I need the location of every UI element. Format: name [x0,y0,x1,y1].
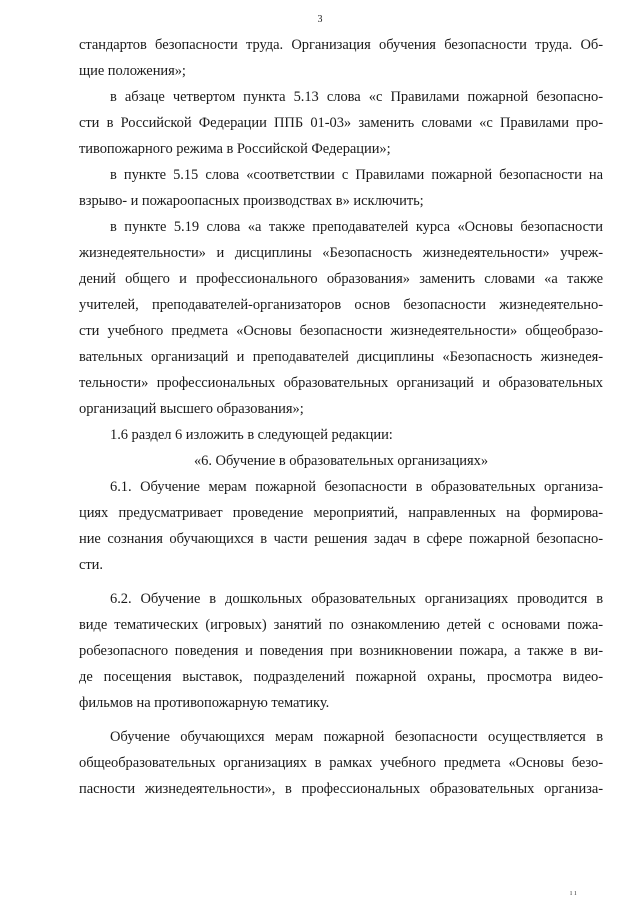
paragraph [79,474,603,578]
paragraph [79,448,603,474]
page-number: 3 [317,14,323,25]
text-line: Обучение обучающихся мерам пожарной безопасности осуществляется в [110,729,603,745]
text-line: общеобразовательных организациях в рамках учебного предмета «Основы безо- [79,755,603,771]
text-line: пасности жизнедеятельности», в профессиональных образовательных организа- [79,781,603,797]
text-line: щие положения»; [79,63,186,79]
paragraph-spacer [79,578,603,586]
text-line: жизнедеятельности» и дисциплины «Безопасность жизнедеятельности» учреж- [79,245,603,261]
text-line: робезопасного поведения и поведения при возникновении пожара, а также в ви- [79,643,603,659]
paragraph [79,586,603,716]
paragraph [79,422,603,448]
text-line: сти. [79,557,103,573]
paragraph [79,32,603,84]
text-line: тельности» профессиональных образовательных организаций и образовательных [79,375,603,391]
text-line: «6. Обучение в образовательных организациях» [193,453,489,469]
paragraph-spacer [79,716,603,724]
text-line: 1.6 раздел 6 изложить в следующей редакции: [110,427,393,443]
text-line: в пункте 5.19 слова «а также преподавателей курса «Основы безопасности [110,219,603,235]
text-line: в абзаце четвертом пункта 5.13 слова «с Правилами пожарной безопасно- [110,89,603,105]
text-line: дений общего и профессионального образования» заменить словами «а также [79,271,603,287]
text-line: вательных организаций и преподавателей дисциплины «Безопасность жизнедея- [79,349,603,365]
text-line: взрыво- и пожароопасных производствах в» исключить; [79,193,424,209]
scan-corner-mark: ı ı [570,888,577,897]
text-line: 6.1. Обучение мерам пожарной безопасности в образовательных организа- [110,479,603,495]
text-line: учителей, преподавателей-организаторов основ безопасности жизнедеятельно- [79,297,603,313]
text-line: 6.2. Обучение в дошкольных образовательных организациях проводится в [110,591,603,607]
text-line: сти в Российской Федерации ППБ 01-03» заменить словами «с Правилами про- [79,115,603,131]
text-line: де посещения выставок, подразделений пожарной охраны, просмотра видео- [79,669,603,685]
paragraph [79,214,603,422]
text-line: тивопожарного режима в Российской Федерации»; [79,141,391,157]
paragraph [79,724,603,802]
text-line: ние сознания обучающихся в части решения задач в сфере пожарной безопасно- [79,531,603,547]
paragraph [79,84,603,162]
document-body [79,32,603,802]
text-line: циях предусматривает проведение мероприятий, направленных на формирова- [79,505,603,521]
text-line: организаций высшего образования»; [79,401,304,417]
paragraph [79,162,603,214]
text-line: в пункте 5.15 слова «соответствии с Правилами пожарной безопасности на [110,167,603,183]
text-line: фильмов на противопожарную тематику. [79,695,330,711]
text-line: стандартов безопасности труда. Организация обучения безопасности труда. Об- [79,37,603,53]
text-line: виде тематических (игровых) занятий по ознакомлению детей с основами пожа- [79,617,603,633]
text-line: сти учебного предмета «Основы безопасности жизнедеятельности» общеобразо- [79,323,603,339]
